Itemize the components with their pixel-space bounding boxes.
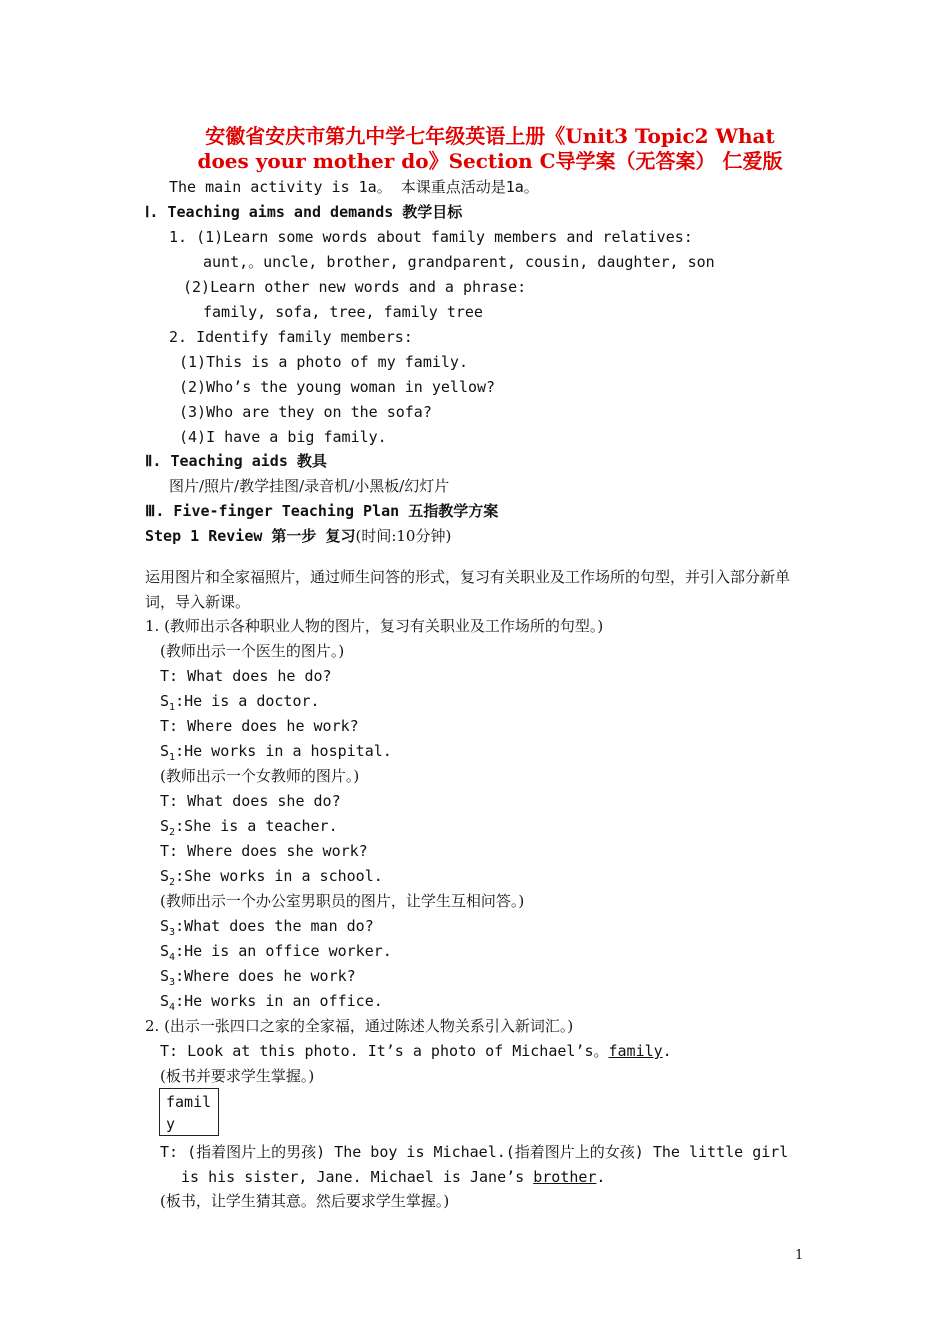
aims-item-1a: 1. (1)Learn some words about family members and relatives: (169, 228, 693, 246)
dialogue-line: $S_3:Where$ does he work? (160, 967, 356, 988)
new-word-family: family (608, 1042, 663, 1060)
step1-heading (145, 526, 451, 546)
part2-heading: 2. (出示一张四口之家的全家福，通过陈述人物关系引入新词汇。) (145, 1017, 574, 1035)
aims-item-2-4: (4)I have a big family. (179, 428, 387, 446)
dialogue-line: T: Where does she work? (160, 842, 368, 860)
dialogue-line: $S_1:He$ works in a hospital. (160, 742, 392, 763)
main-activity: The main activity is 1a。 本课重点活动是1a。 (169, 178, 539, 196)
part1-note-doctor: (教师出示一个医生的图片。) (160, 642, 345, 660)
dialogue-line: $S_4:He$ is an office worker. (160, 942, 392, 963)
aims-item-2-1: (1)This is a photo of my family. (179, 353, 468, 371)
dialogue-line: T: What does she do? (160, 792, 341, 810)
aims-item-2-2: (2)Who’s the young woman in yellow? (179, 378, 496, 396)
part1-heading: 1. (教师出示各种职业人物的图片，复习有关职业及工作场所的句型。) (145, 617, 604, 635)
part1-note-teacher: (教师出示一个女教师的图片。) (160, 767, 360, 785)
document-title-line1: 安徽省安庆市第九中学七年级英语上册《Unit3 Topic2 What (205, 124, 775, 148)
document-title-line2: does your mother do》Section C导学案（无答案） 仁爱版 (197, 149, 783, 173)
aims-item-1a-words: aunt,。uncle, brother, grandparent, cousin, daughter, son (203, 253, 715, 271)
dialogue-line: T: Look at this photo. It’s a photo of Michael’s。family. (160, 1042, 672, 1060)
dialogue-line: $S_4:He$ works in an office. (160, 992, 383, 1013)
dialogue-line: T: Where does he work? (160, 717, 359, 735)
dialogue-line: T: (指着图片上的男孩) The boy is Michael.(指着图片上的女孩) The little girl (160, 1143, 789, 1161)
part2-note-board: (板书并要求学生掌握。) (160, 1067, 315, 1085)
part2-note-guess: (板书，让学生猜其意。然后要求学生掌握。) (160, 1192, 450, 1210)
aims-item-2-3: (3)Who are they on the sofa? (179, 403, 432, 421)
part1-note-office: (教师出示一个办公室男职员的图片，让学生互相问答。) (160, 892, 525, 910)
dialogue-line: $S_2:She$ is a teacher. (160, 817, 338, 838)
board-word-box: famil y (159, 1088, 219, 1136)
dialogue-line: is his sister, Jane. Michael is Jane’s brother. (181, 1168, 606, 1186)
step1-time: (时间:10分钟) (355, 527, 452, 545)
section3-heading: Ⅲ. Five-finger Teaching Plan 五指教学方案 (145, 502, 499, 520)
aims-item-1b: (2)Learn other new words and a phrase: (183, 278, 527, 296)
new-word-brother: brother (533, 1168, 597, 1186)
section2-heading: Ⅱ. Teaching aids 教具 (145, 452, 327, 470)
page-number: 1 (795, 1248, 804, 1263)
intro-paragraph: 运用图片和全家福照片，通过师生问答的形式，复习有关职业及工作场所的句型，并引入部分新单词，导入新课。 (145, 568, 791, 611)
section1-heading: Ⅰ. Teaching aims and demands 教学目标 (145, 203, 463, 221)
dialogue-line: $S_1:He$ is a doctor. (160, 692, 320, 713)
step1-label: Step 1 Review 第一步 复习 (145, 527, 356, 545)
dialogue-line: T: What does he do? (160, 667, 332, 685)
aims-item-2: 2. Identify family members: (169, 328, 413, 346)
dialogue-line: $S_3:What$ does the man do? (160, 917, 374, 938)
teaching-aids-list: 图片/照片/教学挂图/录音机/小黑板/幻灯片 (169, 477, 450, 495)
dialogue-line: $S_2:She$ works in a school. (160, 867, 383, 888)
aims-item-1b-words: family, sofa, tree, family tree (203, 303, 483, 321)
